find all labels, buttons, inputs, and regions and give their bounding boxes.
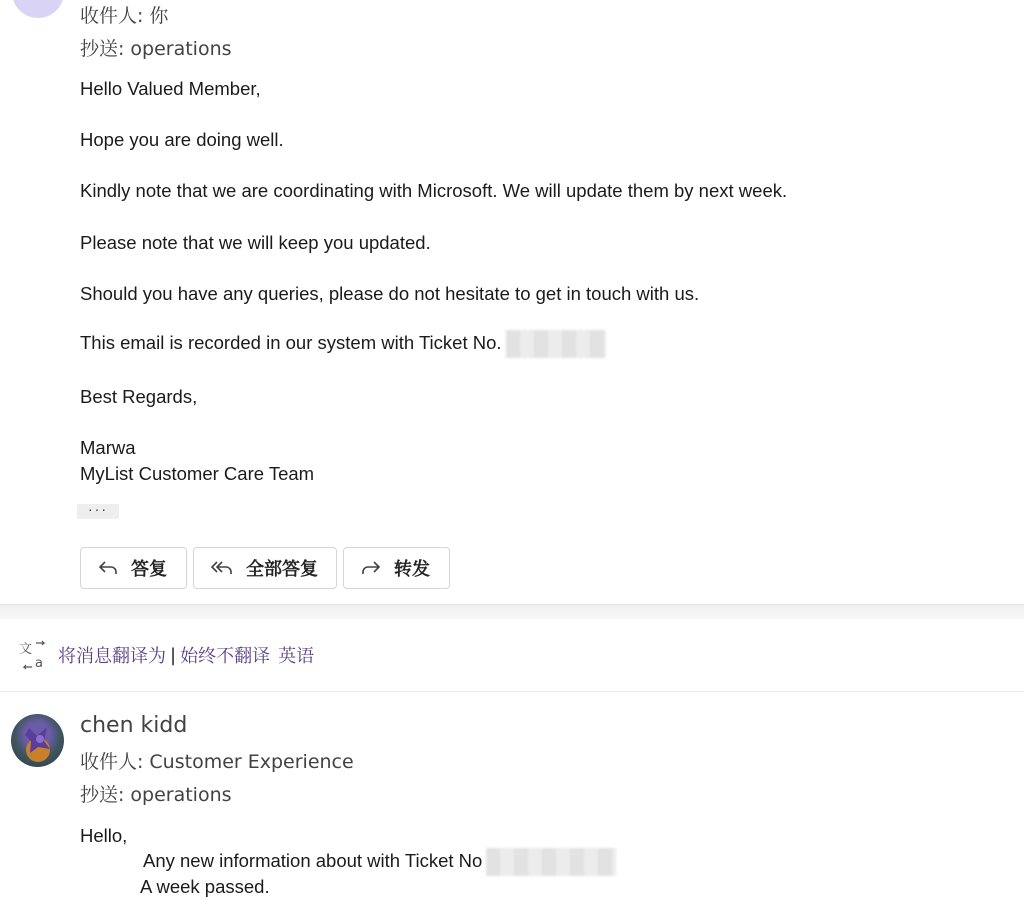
translate-bar (18, 640, 314, 670)
signature-name: Marwa (80, 437, 136, 458)
redacted-ticket-number (506, 330, 606, 358)
show-more-button[interactable]: ··· (77, 504, 119, 519)
ticket-text: This email is recorded in our system with Ticket No. (80, 331, 502, 353)
svg-text:文: 文 (19, 642, 33, 657)
regards: Best Regards, (80, 386, 198, 407)
to-value[interactable]: 你 (149, 5, 169, 27)
signature-team: MyList Customer Care Team (80, 463, 315, 484)
cc-label: 抄送: (80, 784, 125, 806)
to-value[interactable]: Customer Experience (149, 751, 354, 773)
body-line: Kindly note that we are coordinating with Microsoft. We will update them by next week. (80, 180, 788, 201)
translate-message-link[interactable]: 将消息翻译为 (58, 646, 166, 667)
redacted-ticket-number (486, 848, 616, 876)
never-translate-link[interactable]: 始终不翻译 (180, 646, 271, 667)
forward-button[interactable] (343, 547, 450, 589)
to-label: 收件人: (80, 5, 144, 27)
body-greeting: Hello Valued Member, (80, 78, 261, 99)
reply-label: 答复 (131, 559, 167, 580)
cc-line (80, 780, 232, 807)
message-separator (0, 604, 1024, 619)
avatar[interactable] (12, 0, 64, 18)
reply-all-icon (210, 559, 234, 577)
body-greeting: Hello, (80, 825, 128, 846)
cc-value[interactable]: operations (130, 38, 232, 60)
cc-label: 抄送: (80, 38, 125, 60)
body-line: Hope you are doing well. (80, 129, 284, 150)
to-line (80, 747, 354, 774)
translate-icon (18, 640, 50, 670)
reply-button[interactable] (80, 547, 187, 589)
sender-name[interactable]: chen kidd (80, 713, 188, 738)
body-line-text: Any new information about with Ticket No (143, 849, 483, 871)
cc-line (80, 34, 232, 61)
cc-value[interactable]: operations (130, 784, 232, 806)
reply-icon (97, 559, 119, 577)
body-line: Should you have any queries, please do not hesitate to get in touch with us. (80, 283, 700, 304)
to-label: 收件人: (80, 751, 144, 773)
forward-label: 转发 (394, 559, 430, 580)
reply-all-button[interactable] (193, 547, 337, 589)
avatar-image (11, 714, 64, 767)
body-line (143, 848, 616, 876)
separator: | (170, 644, 177, 666)
language-link[interactable]: 英语 (278, 646, 315, 667)
svg-text:a: a (35, 656, 43, 670)
message-actions (80, 547, 450, 589)
ticket-line (80, 330, 606, 358)
body-line: Please note that we will keep you updated. (80, 232, 431, 253)
reply-all-label: 全部答复 (246, 559, 318, 580)
divider (0, 691, 1024, 692)
body-line: A week passed. (140, 876, 270, 897)
forward-icon (360, 559, 382, 577)
avatar[interactable] (11, 714, 64, 767)
to-line (80, 1, 168, 28)
